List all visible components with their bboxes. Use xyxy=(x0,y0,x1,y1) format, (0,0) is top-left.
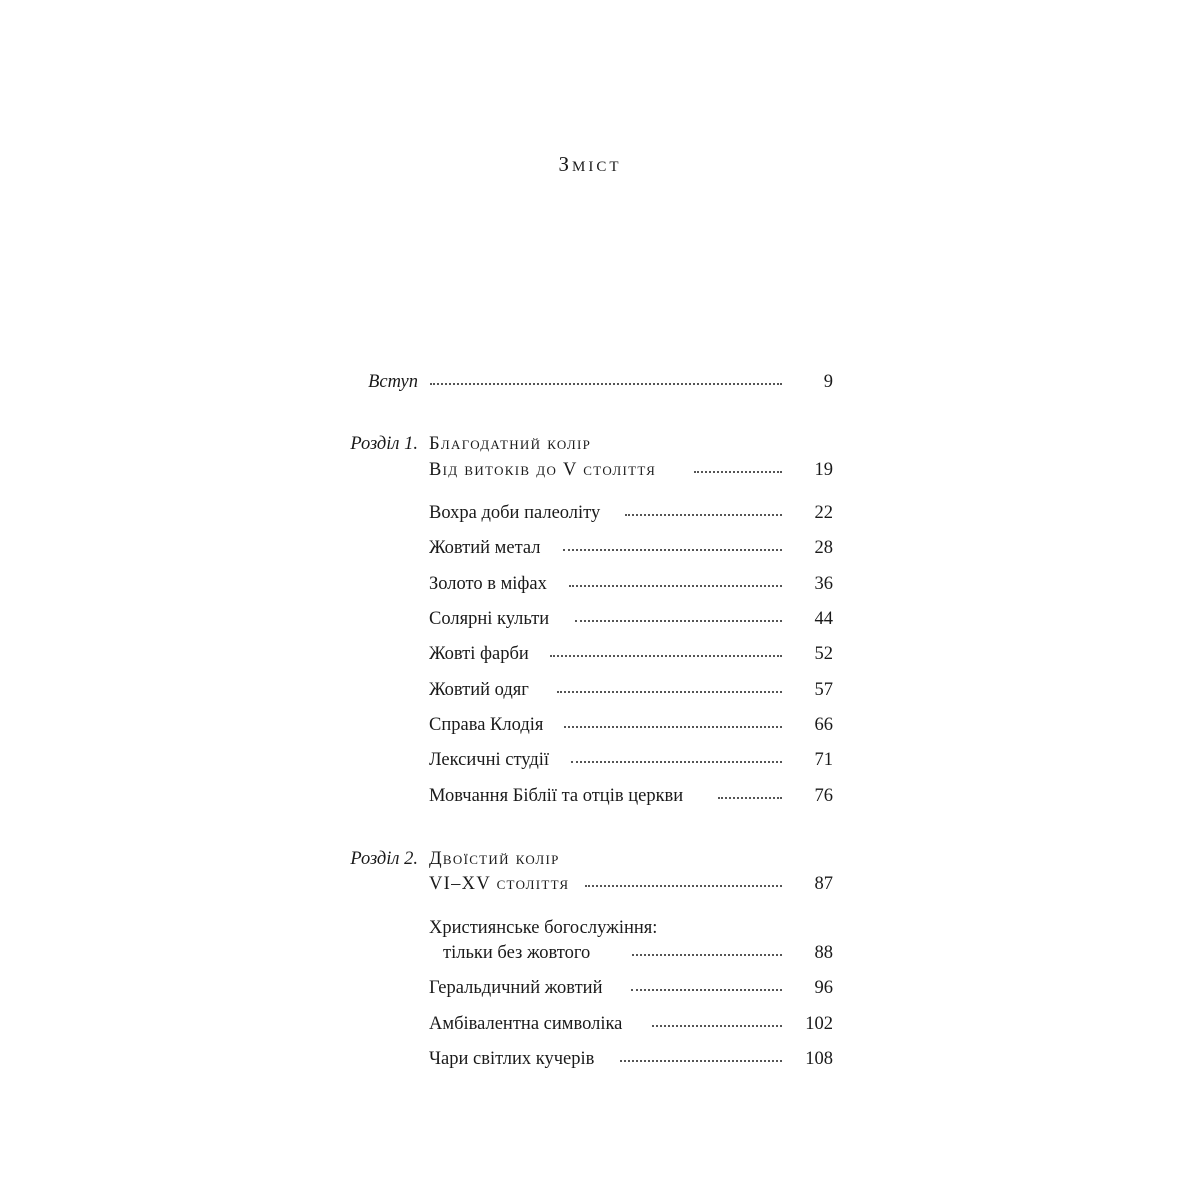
toc-entry xyxy=(0,500,1200,526)
dot-leader xyxy=(569,585,782,587)
toc-entry xyxy=(0,1046,1200,1072)
chapter-heading xyxy=(0,846,1200,872)
toc-entry xyxy=(0,712,1200,738)
page-title: Зміст xyxy=(558,152,622,176)
dot-leader xyxy=(575,620,782,622)
dot-leader xyxy=(564,726,782,728)
toc-entry xyxy=(0,641,1200,667)
chapter-subtitle: Від витоків до V століття xyxy=(429,460,657,480)
dot-leader xyxy=(631,989,782,991)
toc-entry xyxy=(0,1011,1200,1037)
toc-entry xyxy=(0,677,1200,703)
dot-leader xyxy=(557,691,782,693)
entry-page: 57 xyxy=(814,680,833,700)
entry-page: 9 xyxy=(823,372,833,392)
toc-entry xyxy=(0,975,1200,1001)
entry-page: 88 xyxy=(814,943,833,963)
entry-page: 71 xyxy=(814,750,833,770)
chapter-heading xyxy=(0,431,1200,457)
section-title: Мовчання Біблії та отців церкви xyxy=(429,786,684,806)
toc-entry-line2 xyxy=(0,940,1200,966)
section-title: Вохра доби палеоліту xyxy=(429,503,601,523)
entry-page: 52 xyxy=(814,644,833,664)
chapter-title: Двоїстий колір xyxy=(429,849,560,869)
dot-leader xyxy=(694,471,782,473)
dot-leader xyxy=(571,761,782,763)
section-title: Золото в міфах xyxy=(429,574,547,594)
toc-entry xyxy=(0,783,1200,809)
dot-leader xyxy=(430,383,782,385)
entry-page: 44 xyxy=(814,609,833,629)
chapter-subtitle: VI–XV століття xyxy=(429,874,570,894)
section-title: Геральдичний жовтий xyxy=(429,978,603,998)
toc-entry xyxy=(0,535,1200,561)
section-title: Жовтий одяг xyxy=(429,680,529,700)
toc-entry xyxy=(0,747,1200,773)
section-title: Чари світлих кучерів xyxy=(429,1049,595,1069)
dot-leader xyxy=(625,514,782,516)
section-title: Амбівалентна символіка xyxy=(429,1014,623,1034)
entry-page: 22 xyxy=(814,503,833,523)
entry-page: 102 xyxy=(805,1014,833,1034)
dot-leader xyxy=(585,885,782,887)
dot-leader xyxy=(632,954,782,956)
toc-entry-intro xyxy=(0,369,1200,395)
section-title: Солярні культи xyxy=(429,609,550,629)
entry-page: 28 xyxy=(814,538,833,558)
dot-leader xyxy=(718,797,782,799)
dot-leader xyxy=(652,1025,782,1027)
dot-leader xyxy=(620,1060,782,1062)
entry-page: 108 xyxy=(805,1049,833,1069)
entry-page: 36 xyxy=(814,574,833,594)
dot-leader xyxy=(563,549,782,551)
chapter-label: Розділ 2. xyxy=(350,849,418,869)
entry-page: 19 xyxy=(814,460,833,480)
entry-label: Вступ xyxy=(368,372,418,392)
section-title: Лексичні студії xyxy=(429,750,550,770)
entry-page: 76 xyxy=(814,786,833,806)
chapter-label: Розділ 1. xyxy=(350,434,418,454)
toc-entry xyxy=(0,571,1200,597)
section-title: Жовті фарби xyxy=(429,644,529,664)
toc-entry xyxy=(0,606,1200,632)
section-title: Християнське богослужіння: xyxy=(429,918,658,938)
section-title: Справа Клодія xyxy=(429,715,544,735)
entry-page: 96 xyxy=(814,978,833,998)
chapter-subtitle-row xyxy=(0,457,1200,483)
chapter-subtitle-row xyxy=(0,871,1200,897)
entry-page: 87 xyxy=(814,874,833,894)
section-title: Жовтий метал xyxy=(429,538,541,558)
dot-leader xyxy=(550,655,782,657)
chapter-title: Благодатний колір xyxy=(429,434,592,454)
toc-entry-line1 xyxy=(0,915,1200,941)
entry-page: 66 xyxy=(814,715,833,735)
section-title-continued: тільки без жовтого xyxy=(443,943,591,963)
